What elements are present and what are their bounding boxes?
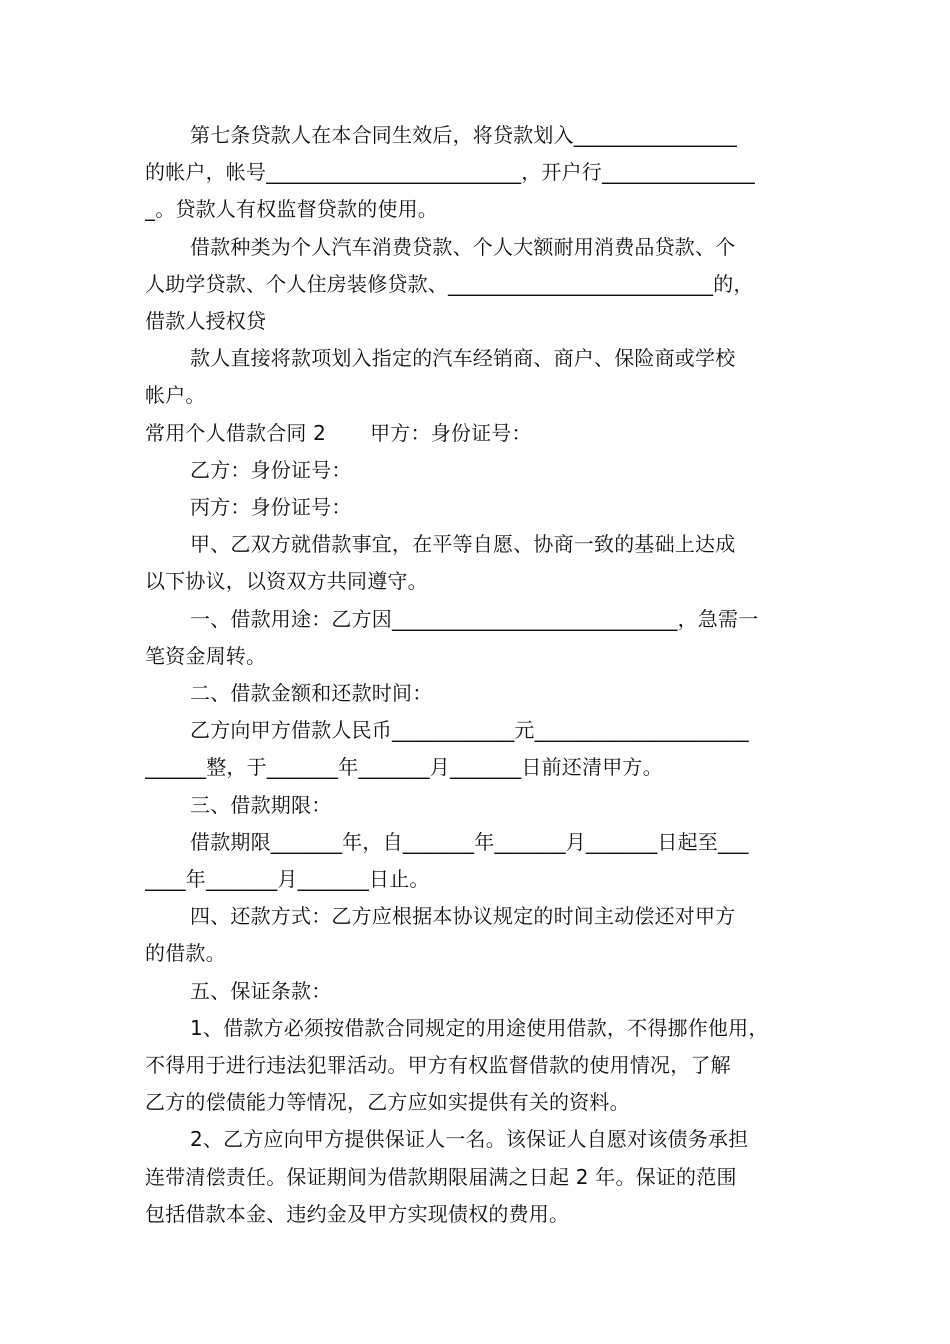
text-line: 不得用于进行违法犯罪活动。甲方有权监督借款的使用情况，了解 (145, 1053, 731, 1078)
text-line: 以下协议，以资双方共同遵守。 (145, 569, 428, 594)
text-line: 三、借款期限： (190, 792, 332, 817)
text-line: 第七条贷款人在本合同生效后，将贷款划入________________ (190, 123, 737, 147)
contract-heading (145, 415, 810, 452)
text-line: 帐户。 (145, 383, 206, 408)
text-line: 借款人授权贷 (145, 309, 267, 334)
text-line: 笔资金周转。 (145, 643, 267, 668)
text-line: 的帐户，帐号_________________________，开户行_______________ (145, 160, 755, 185)
text-line: 五、保证条款： (190, 978, 332, 1003)
text-line: 乙方向甲方借款人民币____________元_____________________ (190, 718, 749, 743)
text-line: 1、借款方必须按借款合同规定的用途使用借款，不得挪作他用， (190, 1015, 769, 1040)
text-line: 连带清偿责任。保证期间为借款期限届满之日起 2 年。保证的范围 (145, 1164, 737, 1189)
text-line: 丙方：身份证号： (190, 495, 352, 520)
text-line: 一、借款用途：乙方因____________________________，急需一 (190, 606, 759, 631)
text-line: 乙方的偿债能力等情况，乙方应如实提供有关的资料。 (145, 1090, 630, 1115)
text-line: 款人直接将款项划入指定的汽车经销商、商户、保险商或学校 (190, 346, 736, 371)
text-line: 甲、乙双方就借款事宜，在平等自愿、协商一致的基础上达成 (190, 532, 736, 557)
document-body (145, 117, 810, 1233)
text-line: 二、借款金额和还款时间： (190, 681, 433, 706)
party-a-line: 甲方：身份证号： (370, 420, 532, 445)
contract-title: 常用个人借款合同 2 (145, 420, 327, 445)
text-line: 乙方：身份证号： (190, 457, 352, 482)
text-line: 包括借款本金、违约金及甲方实现债权的费用。 (145, 1201, 570, 1226)
text-line: 借款期限_______年，自_______年_______月_______日起至___ (190, 829, 749, 854)
text-line: 2、乙方应向甲方提供保证人一名。该保证人自愿对该债务承担 (190, 1127, 749, 1152)
text-line: 人助学贷款、个人住房装修贷款、__________________________的， (145, 271, 754, 296)
text-line: 借款种类为个人汽车消费贷款、个人大额耐用消费品贷款、个 (190, 234, 736, 259)
text-line: ______整，于_______年_______月_______日前还清甲方。 (145, 755, 663, 780)
text-line: 四、还款方式：乙方应根据本协议规定的时间主动偿还对甲方 (190, 904, 736, 929)
text-line: 的借款。 (145, 941, 226, 966)
text-line: ____年_______月_______日止。 (145, 867, 430, 892)
text-line: _。贷款人有权监督贷款的使用。 (145, 197, 438, 222)
